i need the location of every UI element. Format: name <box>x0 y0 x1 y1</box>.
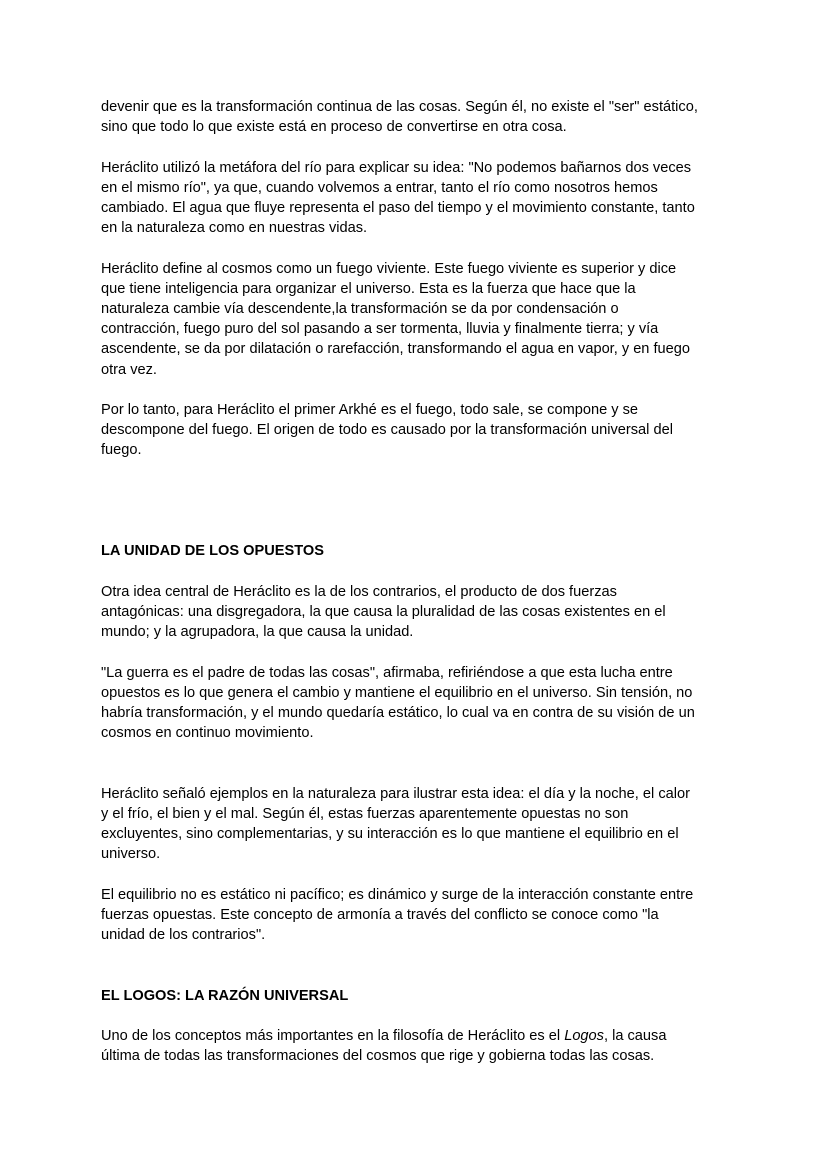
paragraph-logos-end: , la causa última de todas las transformaciones del cosmos que rige y gobierna todas las cosas. <box>101 1028 667 1065</box>
paragraph-spacer <box>101 743 729 783</box>
document-body <box>101 97 729 1067</box>
paragraph-fuego-viviente: Heráclito define al cosmos como un fuego viviente. Este fuego viviente es superior y dice que tiene inteligencia para organizar el universo. Esta es la fuerza que hace que la naturaleza cambie vía descendente,la transformación se da por condensación o contracción, fuego puro del sol pasando a ser tormenta, lluvia y finalmente tierra; y vía ascendente, se da por dilatación o rarefacción, transformando el agua en vapor, y en fuego otra vez. <box>101 260 691 378</box>
section-spacer <box>101 945 729 985</box>
logos-term: Logos <box>564 1028 604 1045</box>
heading-logos: EL LOGOS: LA RAZÓN UNIVERSAL <box>101 987 349 1004</box>
paragraph-arkhe: Por lo tanto, para Heráclito el primer Arkhé es el fuego, todo sale, se compone y se descompone del fuego. El origen de todo es causado por la transformación universal del fuego. <box>101 402 673 459</box>
paragraph-devenir: devenir que es la transformación continua de las cosas. Según él, no existe el "ser" estático, sino que todo lo que existe está en proceso de convertirse en otra cosa. <box>101 99 698 136</box>
paragraph-logos-start: Uno de los conceptos más importantes en la filosofía de Heráclito es el <box>101 1028 565 1045</box>
paragraph-contrarios: Otra idea central de Heráclito es la de los contrarios, el producto de dos fuerzas antagónicas: una disgregadora, la que causa la pluralidad de las cosas existentes en el mundo; y la agrupadora, la que causa la unidad. <box>101 583 666 641</box>
paragraph-spacer <box>101 238 729 258</box>
paragraph-spacer <box>101 562 729 582</box>
paragraph-equilibrio: El equilibrio no es estático ni pacífico; es dinámico y surge de la interacción constante entre fuerzas opuestas. Este concepto de armonía a través del conflicto se conoce como "la unidad de los contrarios". <box>101 886 694 944</box>
section-spacer <box>101 461 729 542</box>
paragraph-spacer <box>101 865 729 885</box>
paragraph-spacer <box>101 1006 729 1026</box>
paragraph-ejemplos: Heráclito señaló ejemplos en la naturaleza para ilustrar esta idea: el día y la noche, el calor y el frío, el bien y el mal. Según él, estas fuerzas aparentemente opuestas no son excluyentes, sino complementarias, y su interacción es lo que mantiene el equilibrio en el universo. <box>101 785 690 863</box>
paragraph-spacer <box>101 642 729 662</box>
paragraph-rio: Heráclito utilizó la metáfora del río para explicar su idea: "No podemos bañarnos dos veces en el mismo río", ya que, cuando volvemos a entrar, tanto el río como nosotros hemos cambiado. El agua que fluye representa el paso del tiempo y el movimiento constante, tanto en la naturaleza como en nuestras vidas. <box>101 159 695 237</box>
paragraph-logos <box>101 1026 729 1066</box>
paragraph-guerra: "La guerra es el padre de todas las cosas", afirmaba, refiriéndose a que esta lucha entre opuestos es lo que genera el cambio y mantiene el equilibrio en el universo. Sin tensión, no habría transformación, y el mundo quedaría estático, lo cual va en contra de su visión de un cosmos en continuo movimiento. <box>101 664 695 742</box>
heading-unidad-opuestos: LA UNIDAD DE LOS OPUESTOS <box>101 543 324 560</box>
paragraph-spacer <box>101 380 729 400</box>
paragraph-spacer <box>101 137 729 157</box>
